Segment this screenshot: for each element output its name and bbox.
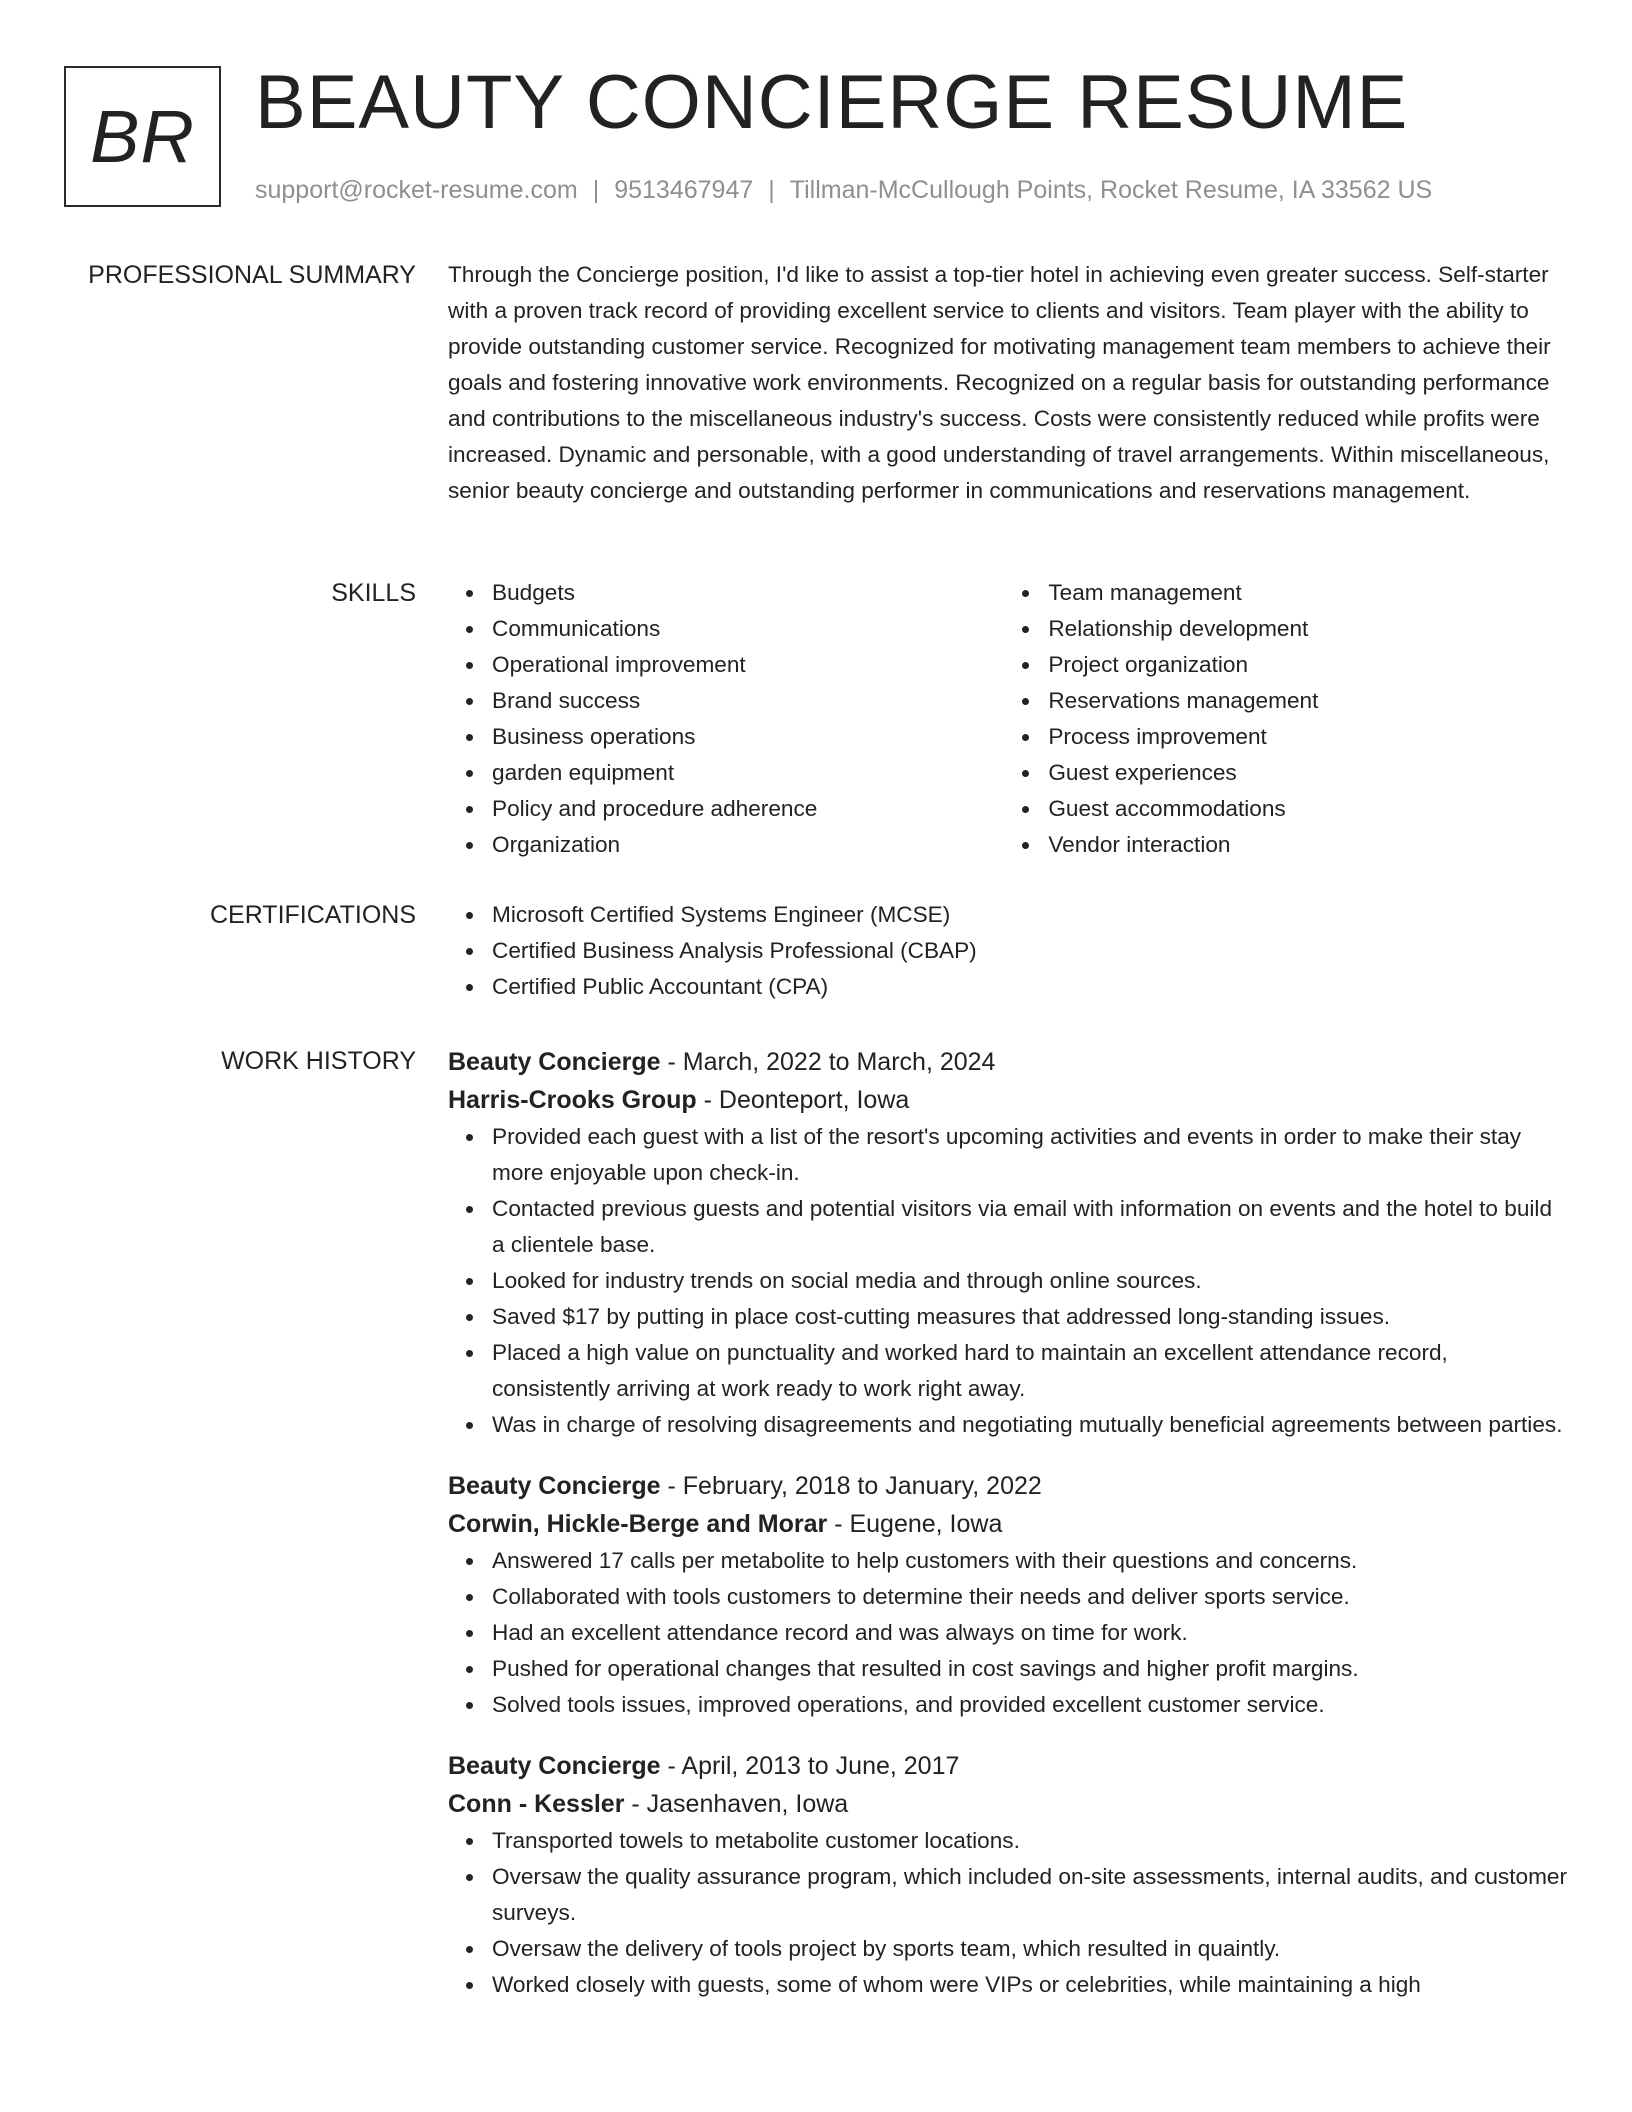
- job-bullet: Oversaw the delivery of tools project by sports team, which resulted in quaintly.: [492, 1931, 1570, 1967]
- certifications-list: [448, 897, 1570, 1005]
- contact-email[interactable]: support@rocket-resume.com: [255, 176, 578, 204]
- job-bullet: Was in charge of resolving disagreements and negotiating mutually beneficial agreements between parties.: [492, 1407, 1570, 1443]
- job-title: Beauty Concierge: [448, 1752, 661, 1780]
- skills-body: [448, 575, 1570, 863]
- job-company-line: [448, 1785, 1570, 1823]
- job-bullet: Looked for industry trends on social media and through online sources.: [492, 1263, 1570, 1299]
- job-company: Harris-Crooks Group: [448, 1086, 697, 1114]
- job-bullet: Answered 17 calls per metabolite to help customers with their questions and concerns.: [492, 1543, 1570, 1579]
- certification-item: Certified Public Accountant (CPA): [492, 969, 1570, 1005]
- job-title-line: [448, 1043, 1570, 1081]
- job-dates: - February, 2018 to January, 2022: [660, 1472, 1042, 1500]
- skills-list-left: [448, 575, 1004, 863]
- job-location: - Deonteport, Iowa: [696, 1086, 910, 1114]
- job-entry: [448, 1043, 1570, 1443]
- contact-separator: |: [768, 176, 775, 204]
- job-bullet-list: [448, 1543, 1570, 1723]
- section-label-summary: PROFESSIONAL SUMMARY: [88, 261, 416, 289]
- job-bullet: Pushed for operational changes that resulted in cost savings and higher profit margins.: [492, 1651, 1570, 1687]
- skill-item: Operational improvement: [492, 647, 1004, 683]
- job-entry: [448, 1747, 1570, 2003]
- skill-item: Organization: [492, 827, 1004, 863]
- job-title: Beauty Concierge: [448, 1472, 661, 1500]
- job-bullet: Transported towels to metabolite customer locations.: [492, 1823, 1570, 1859]
- job-company-line: [448, 1081, 1570, 1119]
- contact-phone[interactable]: 9513467947: [614, 176, 754, 204]
- job-dates: - March, 2022 to March, 2024: [660, 1048, 996, 1076]
- certification-item: Certified Business Analysis Professional (CBAP): [492, 933, 1570, 969]
- job-bullet: Had an excellent attendance record and was always on time for work.: [492, 1615, 1570, 1651]
- job-location: - Jasenhaven, Iowa: [624, 1790, 849, 1818]
- job-bullet: Saved $17 by putting in place cost-cutting measures that addressed long-standing issues.: [492, 1299, 1570, 1335]
- job-bullet: Worked closely with guests, some of whom were VIPs or celebrities, while maintaining a high: [492, 1967, 1570, 2003]
- skill-item: Business operations: [492, 719, 1004, 755]
- section-label-certifications: CERTIFICATIONS: [209, 901, 416, 929]
- job-company: Conn - Kessler: [448, 1790, 625, 1818]
- skill-item: Policy and procedure adherence: [492, 791, 1004, 827]
- contact-address: Tillman-McCullough Points, Rocket Resume, IA 33562 US: [789, 176, 1433, 204]
- skill-item: Guest accommodations: [1048, 791, 1570, 827]
- job-entry: [448, 1467, 1570, 1723]
- job-bullet-list: [448, 1119, 1570, 1443]
- job-title-line: [448, 1747, 1570, 1785]
- skill-item: Reservations management: [1048, 683, 1570, 719]
- job-title-line: [448, 1467, 1570, 1505]
- skill-item: Vendor interaction: [1048, 827, 1570, 863]
- contact-separator: |: [592, 176, 600, 204]
- job-bullet-list: [448, 1823, 1570, 2003]
- certifications-body: [448, 897, 1570, 1005]
- contact-line: [255, 172, 1432, 208]
- job-bullet: Provided each guest with a list of the resort's upcoming activities and events in order to make their stay more enjoyable upon check-in.: [492, 1119, 1570, 1191]
- job-bullet: Solved tools issues, improved operations, and provided excellent customer service.: [492, 1687, 1570, 1723]
- job-bullet: Placed a high value on punctuality and worked hard to maintain an excellent attendance record, consistently arriving at work ready to work right away.: [492, 1335, 1570, 1407]
- summary-body: [448, 257, 1570, 509]
- skills-list-right: [1004, 575, 1570, 863]
- resume-title: BEAUTY CONCIERGE RESUME: [255, 60, 1409, 145]
- job-location: - Eugene, Iowa: [827, 1510, 1003, 1538]
- skill-item: Guest experiences: [1048, 755, 1570, 791]
- skill-item: garden equipment: [492, 755, 1004, 791]
- work-history-body: [448, 1043, 1570, 2027]
- skill-item: Budgets: [492, 575, 1004, 611]
- skill-item: Brand success: [492, 683, 1004, 719]
- monogram-logo: BR: [64, 66, 221, 207]
- job-bullet: Oversaw the quality assurance program, which included on-site assessments, internal audits, and customer surveys.: [492, 1859, 1570, 1931]
- job-company: Corwin, Hickle-Berge and Morar: [448, 1510, 828, 1538]
- skill-item: Process improvement: [1048, 719, 1570, 755]
- skill-item: Team management: [1048, 575, 1570, 611]
- job-company-line: [448, 1505, 1570, 1543]
- section-label-skills: SKILLS: [331, 579, 416, 607]
- skill-item: Project organization: [1048, 647, 1570, 683]
- summary-text: Through the Concierge position, I'd like to assist a top-tier hotel in achieving even greater success. Self-starter with a proven track record of providing excellent service to clients and visitors. Team player with the ability to provide outstanding customer service. Recognized for motivating management team members to achieve their goals and fostering innovative work environments. Recognized on a regular basis for outstanding performance and contributions to the miscellaneous industry's success. Costs were consistently reduced while profits were increased. Dynamic and personable, with a good understanding of travel arrangements. Within miscellaneous, senior beauty concierge and outstanding performer in communications and reservations management.: [448, 262, 1551, 503]
- job-bullet: Collaborated with tools customers to determine their needs and deliver sports service.: [492, 1579, 1570, 1615]
- skill-item: Relationship development: [1048, 611, 1570, 647]
- skills-grid: [448, 575, 1570, 863]
- section-label-work-history: WORK HISTORY: [221, 1047, 416, 1075]
- job-bullet: Contacted previous guests and potential visitors via email with information on events and the hotel to build a clientele base.: [492, 1191, 1570, 1263]
- certification-item: Microsoft Certified Systems Engineer (MCSE): [492, 897, 1570, 933]
- job-dates: - April, 2013 to June, 2017: [660, 1752, 960, 1780]
- skill-item: Communications: [492, 611, 1004, 647]
- job-title: Beauty Concierge: [448, 1048, 661, 1076]
